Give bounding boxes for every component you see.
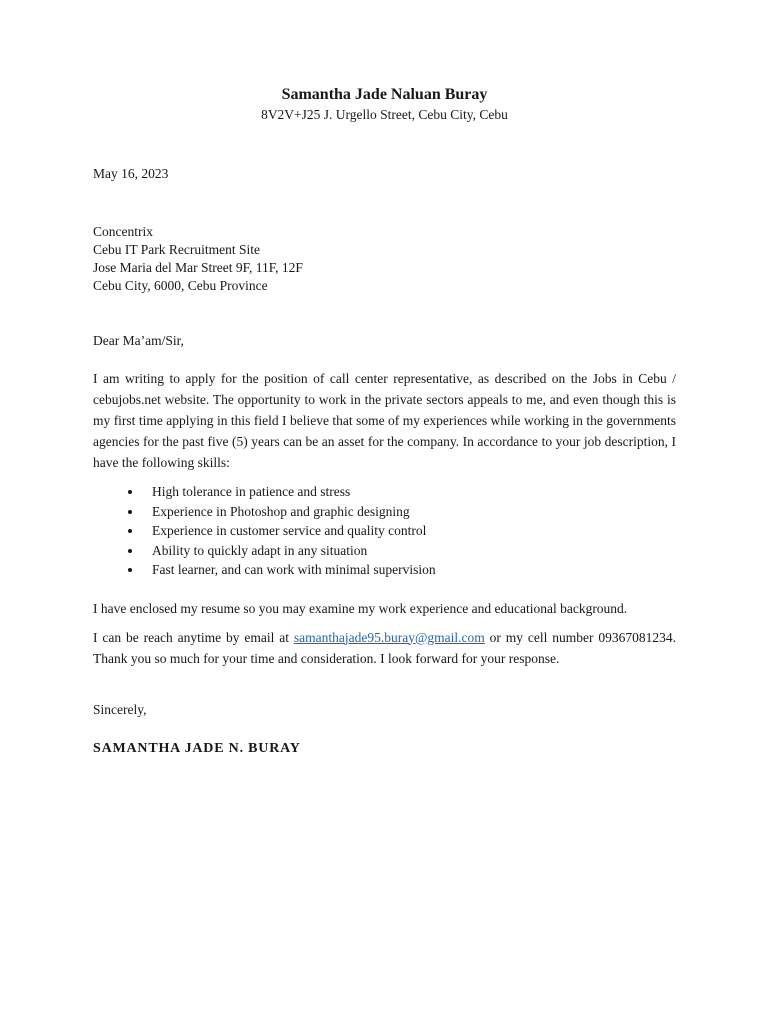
signature-name: SAMANTHA JADE N. BURAY	[93, 740, 301, 756]
sender-address: 8V2V+J25 J. Urgello Street, Cebu City, Cebu	[261, 107, 508, 122]
body-paragraph-intro: I am writing to apply for the position of call center representative, as described on the Jobs in Cebu / cebujobs.net website. The opportunity to work in the private sectors appeals to me, and even though this is my first time applying in this field I believe that some of my experiences while working in the governments agencies for the past five (5) years can be an asset for the company. In accordance to your job description, I have the following skills:	[93, 371, 676, 470]
letter-header	[93, 85, 676, 123]
contact-text-after-link: or my cell number 09367081234. Thank you so much for your time and consideration. I look forward for your response.	[93, 629, 676, 666]
skill-item: • High tolerance in patience and stress	[143, 482, 676, 502]
skills-list	[93, 482, 676, 580]
skill-item: • Fast learner, and can work with minimal supervision	[143, 560, 676, 580]
closing: Sincerely,	[93, 701, 147, 717]
skill-item: • Experience in Photoshop and graphic designing	[143, 502, 676, 522]
skill-item: • Experience in customer service and quality control	[143, 521, 676, 541]
contact-text-before-link: I can be reach anytime by email at	[93, 629, 294, 645]
salutation: Dear Ma’am/Sir,	[93, 333, 184, 348]
sender-name: Samantha Jade Naluan Buray	[281, 86, 488, 103]
email-link[interactable]: samanthajade95.buray@gmail.com	[293, 629, 485, 645]
recipient-line-street: Jose Maria del Mar Street 9F, 11F, 12F	[93, 260, 303, 275]
date-line: May 16, 2023	[93, 166, 169, 181]
body-paragraph-resume: I have enclosed my resume so you may examine my work experience and educational background.	[93, 600, 628, 616]
recipient-line-company: Concentrix	[93, 224, 153, 239]
recipient-line-city: Cebu City, 6000, Cebu Province	[93, 278, 268, 293]
skill-item: • Ability to quickly adapt in any situation	[143, 541, 676, 561]
recipient-block	[93, 223, 676, 295]
body-paragraph-contact	[93, 627, 676, 669]
recipient-line-site: Cebu IT Park Recruitment Site	[93, 242, 260, 257]
